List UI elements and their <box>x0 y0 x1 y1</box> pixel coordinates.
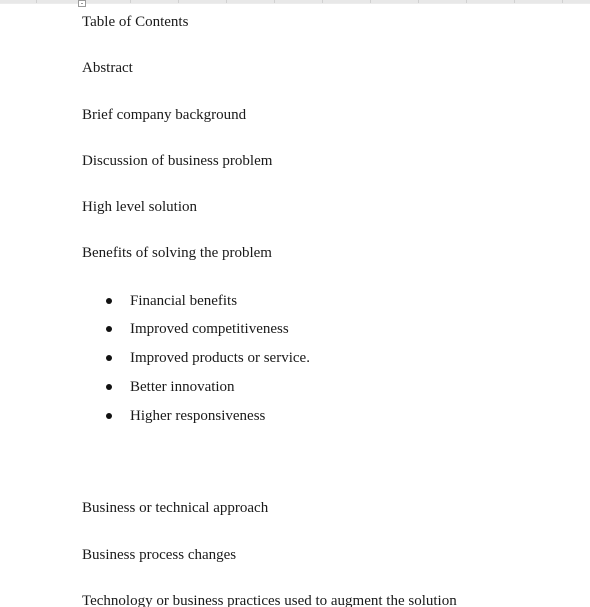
bullet-list-item[interactable] <box>106 320 289 338</box>
ruler-tick <box>226 0 227 3</box>
bullet-item-text: Higher responsiveness <box>130 408 266 424</box>
heading-high-level-solution[interactable]: High level solution <box>82 199 197 215</box>
ruler-tick <box>178 0 179 3</box>
ruler-tick <box>274 0 275 3</box>
bullet-dot-icon <box>106 326 112 332</box>
ruler-tick <box>36 0 37 3</box>
heading-discussion-of-business-problem[interactable]: Discussion of business problem <box>82 153 273 169</box>
bullet-dot-icon <box>106 384 112 390</box>
table-anchor-icon[interactable] <box>78 0 86 7</box>
heading-benefits-of-solving-the-problem[interactable]: Benefits of solving the problem <box>82 245 272 261</box>
heading-business-process-changes[interactable]: Business process changes <box>82 547 237 563</box>
bullet-list-item[interactable] <box>106 378 235 396</box>
ruler-tick <box>322 0 323 3</box>
bullet-list-item[interactable] <box>106 292 237 310</box>
heading-brief-company-background[interactable]: Brief company background <box>82 107 247 123</box>
bullet-item-text: Better innovation <box>130 379 235 395</box>
ruler-tick <box>466 0 467 3</box>
ruler-tick <box>562 0 563 3</box>
heading-business-or-technical-approach[interactable]: Business or technical approach <box>82 500 269 516</box>
bullet-dot-icon <box>106 298 112 304</box>
heading-abstract[interactable]: Abstract <box>82 60 133 76</box>
bullet-dot-icon <box>106 413 112 419</box>
ruler-tick <box>370 0 371 3</box>
ruler-tick <box>514 0 515 3</box>
bullet-item-text: Improved products or service. <box>130 350 310 366</box>
bullet-dot-icon <box>106 355 112 361</box>
bullet-item-text: Financial benefits <box>130 293 238 309</box>
bullet-list-item[interactable] <box>106 349 310 367</box>
ruler-tick <box>418 0 419 3</box>
bullet-item-text: Improved competitiveness <box>130 321 289 337</box>
heading-table-of-contents[interactable]: Table of Contents <box>82 14 189 30</box>
bullet-list-item[interactable] <box>106 407 265 425</box>
heading-technology-or-business-practices[interactable]: Technology or business practices used to augment the solution <box>82 593 457 607</box>
ruler-tick <box>130 0 131 3</box>
top-ruler-strip <box>0 0 590 4</box>
